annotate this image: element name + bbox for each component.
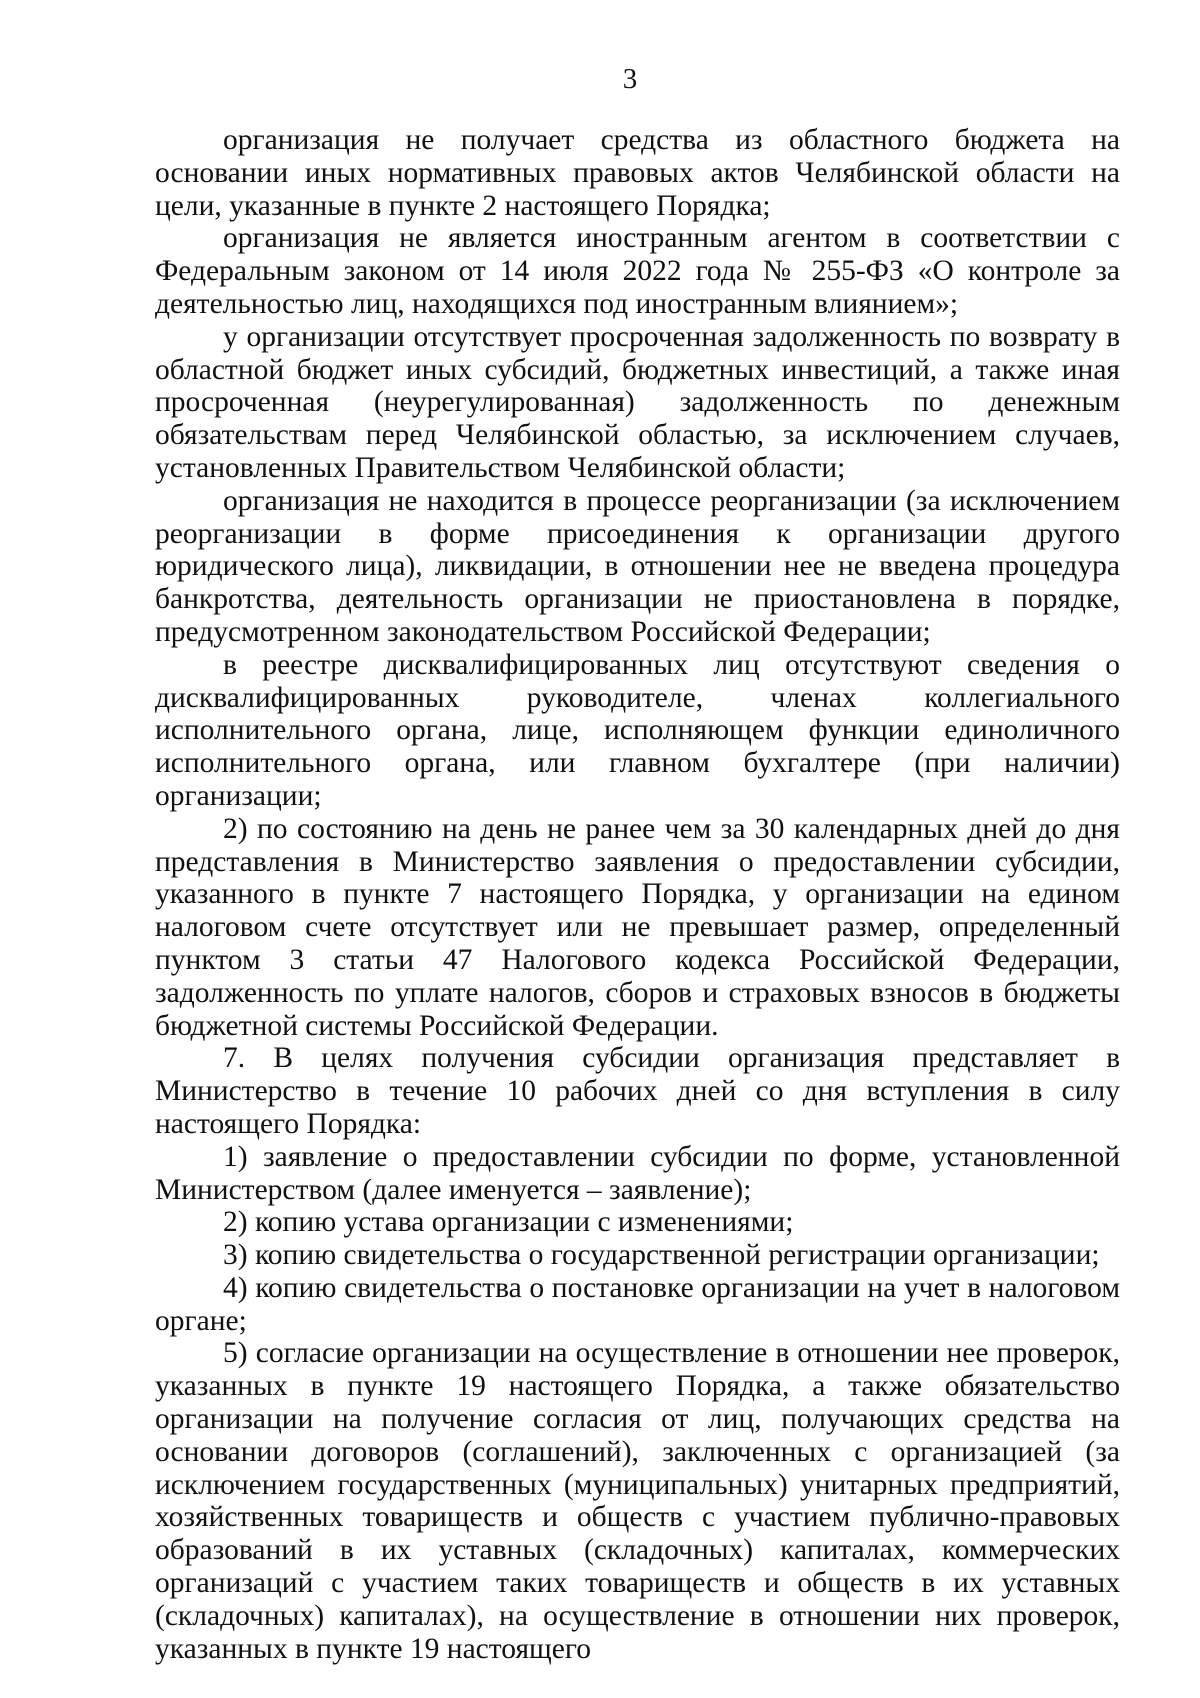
list-item-3-registration-certificate: 3) копию свидетельства о государственной регистрации организации;	[223, 1239, 1100, 1272]
list-item-2-charter-copy: 2) копию устава организации с изменениями;	[223, 1206, 794, 1239]
paragraph-disqualified-persons-registry: в реестре дисквалифицированных лиц отсутствуют сведения о дисквалифицированных руководителе, членах коллегиального исполнительного органа, лице, исполняющем функции единоличного исполнительного органа, или главном бухгалтере (при наличии) организации;	[155, 648, 1120, 812]
list-item-5-consent-inspections: 5) согласие организации на осуществление в отношении нее проверок, указанных в пункте 19 настоящего Порядка, а также обязательство организации на получение согласия от лиц, получающих средства на основании договоров (соглашений), заключенных с организацией (за исключением государственных (муниципальных) унитарных предприятий, хозяйственных товариществ и обществ с участием публично-правовых образований в их уставных (складочных) капиталах, коммерческих организаций с участием таких товариществ и обществ в их уставных (складочных) капиталах), на осуществление в отношении них проверок, указанных в пункте 19 настоящего	[155, 1337, 1120, 1665]
paragraph-item-2-tax-debt: 2) по состоянию на день не ранее чем за 30 календарных дней до дня представления в Министерство заявления о предоставлении субсидии, указанного в пункте 7 настоящего Порядка, у организации на едином налоговом счете отсутствует или не превышает размер, определенный пунктом 3 статьи 47 Налогового кодекса Российской Федерации, задолженность по уплате налогов, сборов и страховых взносов в бюджеты бюджетной системы Российской Федерации.	[155, 812, 1120, 1042]
list-item-1-application: 1) заявление о предоставлении субсидии по форме, установленной Министерством (далее именуется – заявление);	[155, 1140, 1120, 1206]
paragraph-not-foreign-agent: организация не является иностранным агентом в соответствии с Федеральным законом от 14 июля 2022 года № 255-ФЗ «О контроле за деятельностью лиц, находящихся под иностранным влиянием»;	[155, 222, 1120, 320]
paragraph-no-reorganization: организация не находится в процессе реорганизации (за исключением реорганизации в форме присоединения к организации другого юридического лица), ликвидации, в отношении нее не введена процедура банкротства, деятельность организации не приостановлена в порядке, предусмотренном законодательством Российской Федерации;	[155, 484, 1120, 648]
list-item-4-tax-registration: 4) копию свидетельства о постановке организации на учет в налоговом органе;	[155, 1271, 1120, 1337]
page-number: 3	[622, 63, 638, 95]
paragraph-no-subsidies-other-acts: организация не получает средства из областного бюджета на основании иных нормативных правовых актов Челябинской области на цели, указанные в пункте 2 настоящего Порядка;	[155, 124, 1120, 222]
paragraph-clause-7: 7. В целях получения субсидии организация представляет в Министерство в течение 10 рабочих дней со дня вступления в силу настоящего Порядка:	[155, 1042, 1120, 1140]
paragraph-no-overdue-debt: у организации отсутствует просроченная задолженность по возврату в областной бюджет иных субсидий, бюджетных инвестиций, а также иная просроченная (неурегулированная) задолженность по денежным обязательствам перед Челябинской областью, за исключением случаев, установленных Правительством Челябинской области;	[155, 320, 1120, 484]
body-text	[155, 124, 1120, 1665]
